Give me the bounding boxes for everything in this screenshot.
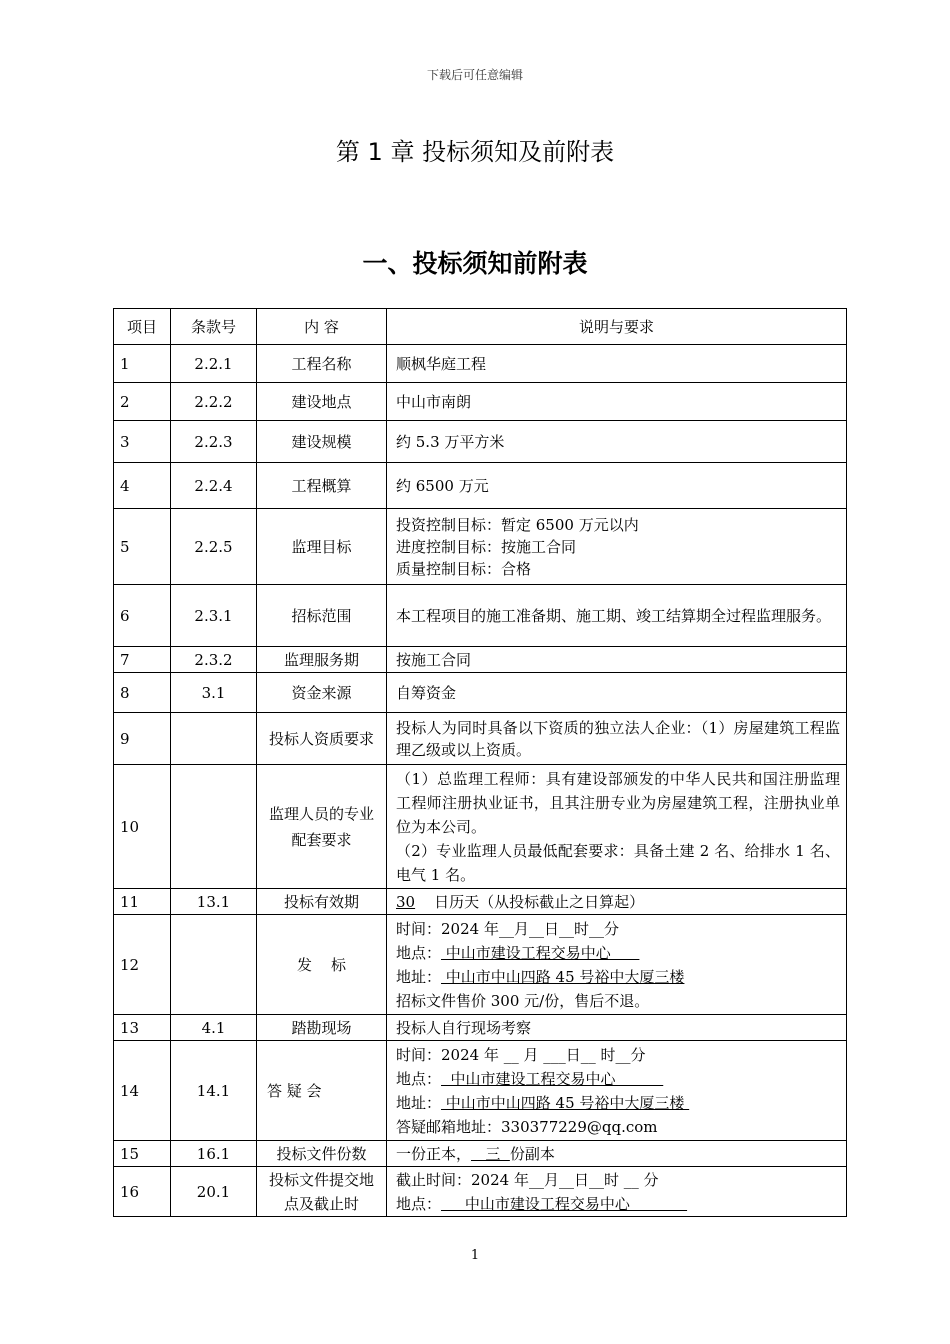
table-row: [114, 509, 847, 585]
valid-days: 30: [396, 892, 416, 911]
row-no: 4: [114, 463, 171, 509]
row-no: 15: [114, 1141, 171, 1167]
row-item: 投标人资质要求: [257, 713, 387, 765]
row-no: 3: [114, 421, 171, 463]
header-content: 内 容: [257, 309, 387, 345]
row-desc: 按施工合同: [387, 647, 847, 673]
page-number: 1: [470, 1248, 480, 1263]
table-row: [114, 713, 847, 765]
row-desc: [387, 1041, 847, 1141]
table-row: [114, 915, 847, 1015]
section-title: 一、投标须知前附表: [362, 249, 588, 278]
row-no: 14: [114, 1041, 171, 1141]
desc-line: 投资控制目标：暂定 6500 万元以内: [396, 515, 639, 534]
address-value: 中山市中山四路 45 号裕中大厦三楼: [441, 1093, 690, 1112]
table-row: [114, 463, 847, 509]
row-item: 建设地点: [257, 383, 387, 421]
row-desc: [387, 585, 847, 647]
place-value: 中山市建设工程交易中心: [441, 1194, 688, 1213]
table-row: [114, 1041, 847, 1141]
row-no: 6: [114, 585, 171, 647]
row-desc: 顺枫华庭工程: [387, 345, 847, 383]
table-row: [114, 673, 847, 713]
row-desc: 投标人自行现场考察: [387, 1015, 847, 1041]
desc-line: 质量控制目标：合格: [396, 559, 532, 578]
header-clause: 条款号: [171, 309, 257, 345]
row-item: 资金来源: [257, 673, 387, 713]
bid-instructions-table: [113, 308, 847, 1217]
row-desc: 约 6500 万元: [387, 463, 847, 509]
place-label: 地点：: [396, 1194, 442, 1213]
row-no: 8: [114, 673, 171, 713]
copies-original: 一份正本，: [396, 1144, 472, 1163]
row-desc: [387, 889, 847, 915]
address-line: [396, 965, 840, 989]
table-row: [114, 1015, 847, 1041]
row-clause: [171, 713, 257, 765]
row-clause: [171, 765, 257, 889]
valid-text: 日历天（从投标截止之日算起）: [434, 892, 645, 911]
row-desc: 约 5.3 万平方米: [387, 421, 847, 463]
row-clause: [171, 915, 257, 1015]
time-line: 时间：2024 年 __ 月 ___日__ 时__分: [396, 1045, 646, 1064]
deadline-line: 截止时间：2024 年__月__日__时 __ 分: [396, 1170, 659, 1189]
table-row: [114, 647, 847, 673]
table-row: [114, 1167, 847, 1217]
chapter-title: 第 1 章 投标须知及前附表: [335, 138, 615, 166]
address-line: [396, 1091, 840, 1115]
place-line: [396, 941, 840, 965]
row-clause: 2.3.2: [171, 647, 257, 673]
row-item: 工程名称: [257, 345, 387, 383]
table-row: [114, 421, 847, 463]
desc-line: 投标人为同时具备以下资质的独立法人企业：（1）房屋建筑工程监理乙级或以上资质。: [396, 718, 840, 759]
row-desc: [387, 765, 847, 889]
row-desc: [387, 1141, 847, 1167]
row-no: 10: [114, 765, 171, 889]
place-label: 地点：: [396, 943, 442, 962]
desc-line: （1）总监理工程师：具有建设部颁发的中华人民共和国注册监理工程师注册执业证书，且其注册专业为房屋建筑工程，注册执业单位为本公司。: [396, 769, 840, 836]
row-desc: 中山市南朗: [387, 383, 847, 421]
row-desc: 自筹资金: [387, 673, 847, 713]
table-row: [114, 765, 847, 889]
table-row: [114, 345, 847, 383]
row-item: 监理人员的专业配套要求: [257, 765, 387, 889]
header-item-no: 项目: [114, 309, 171, 345]
place-value: 中山市建设工程交易中心: [441, 1069, 664, 1088]
row-desc: [387, 713, 847, 765]
table-row: [114, 889, 847, 915]
row-clause: 2.2.1: [171, 345, 257, 383]
address-label: 地址：: [396, 1093, 442, 1112]
row-item: 投标文件提交地点及截止时: [257, 1167, 387, 1217]
row-clause: 2.2.4: [171, 463, 257, 509]
place-line: [396, 1192, 840, 1216]
row-item: 答 疑 会: [257, 1041, 387, 1141]
row-no: 16: [114, 1167, 171, 1217]
table-row: [114, 585, 847, 647]
row-clause: 14.1: [171, 1041, 257, 1141]
desc-line: 本工程项目的施工准备期、施工期、竣工结算期全过程监理服务。: [396, 606, 832, 625]
row-item: 监理目标: [257, 509, 387, 585]
address-value: 中山市中山四路 45 号裕中大厦三楼: [441, 967, 685, 986]
row-no: 11: [114, 889, 171, 915]
row-clause: 13.1: [171, 889, 257, 915]
copies-suffix: 份副本: [509, 1144, 555, 1163]
desc-line: （2）专业监理人员最低配套要求：具备土建 2 名、给排水 1 名、 电气 1 名。: [396, 841, 840, 884]
header-description: 说明与要求: [387, 309, 847, 345]
row-clause: 3.1: [171, 673, 257, 713]
row-no: 12: [114, 915, 171, 1015]
row-clause: 4.1: [171, 1015, 257, 1041]
copies-count: 三: [471, 1144, 510, 1163]
place-value: 中山市建设工程交易中心: [441, 943, 640, 962]
row-desc: [387, 509, 847, 585]
row-no: 2: [114, 383, 171, 421]
row-clause: 2.2.2: [171, 383, 257, 421]
time-line: 时间：2024 年__月__日__时__分: [396, 919, 619, 938]
table-row: [114, 383, 847, 421]
row-clause: 2.3.1: [171, 585, 257, 647]
row-no: 13: [114, 1015, 171, 1041]
row-item: 发 标: [257, 915, 387, 1015]
desc-line: 进度控制目标：按施工合同: [396, 537, 577, 556]
table-row: [114, 1141, 847, 1167]
row-item: 投标有效期: [257, 889, 387, 915]
row-item: 建设规模: [257, 421, 387, 463]
row-clause: 2.2.3: [171, 421, 257, 463]
fee-line: 招标文件售价 300 元/份，售后不退。: [396, 991, 650, 1010]
place-label: 地点：: [396, 1069, 442, 1088]
row-no: 5: [114, 509, 171, 585]
row-item: 投标文件份数: [257, 1141, 387, 1167]
email-line: 答疑邮箱地址：330377229@qq.com: [396, 1117, 658, 1136]
place-line: [396, 1067, 840, 1091]
header-note: 下载后可任意编辑: [426, 68, 523, 82]
row-clause: 20.1: [171, 1167, 257, 1217]
row-no: 7: [114, 647, 171, 673]
row-desc: [387, 1167, 847, 1217]
row-item: 监理服务期: [257, 647, 387, 673]
row-clause: 2.2.5: [171, 509, 257, 585]
row-no: 9: [114, 713, 171, 765]
row-desc: [387, 915, 847, 1015]
row-item: 踏勘现场: [257, 1015, 387, 1041]
row-item: 工程概算: [257, 463, 387, 509]
row-item: 招标范围: [257, 585, 387, 647]
address-label: 地址：: [396, 967, 442, 986]
row-clause: 16.1: [171, 1141, 257, 1167]
table-header-row: [114, 309, 847, 345]
row-no: 1: [114, 345, 171, 383]
